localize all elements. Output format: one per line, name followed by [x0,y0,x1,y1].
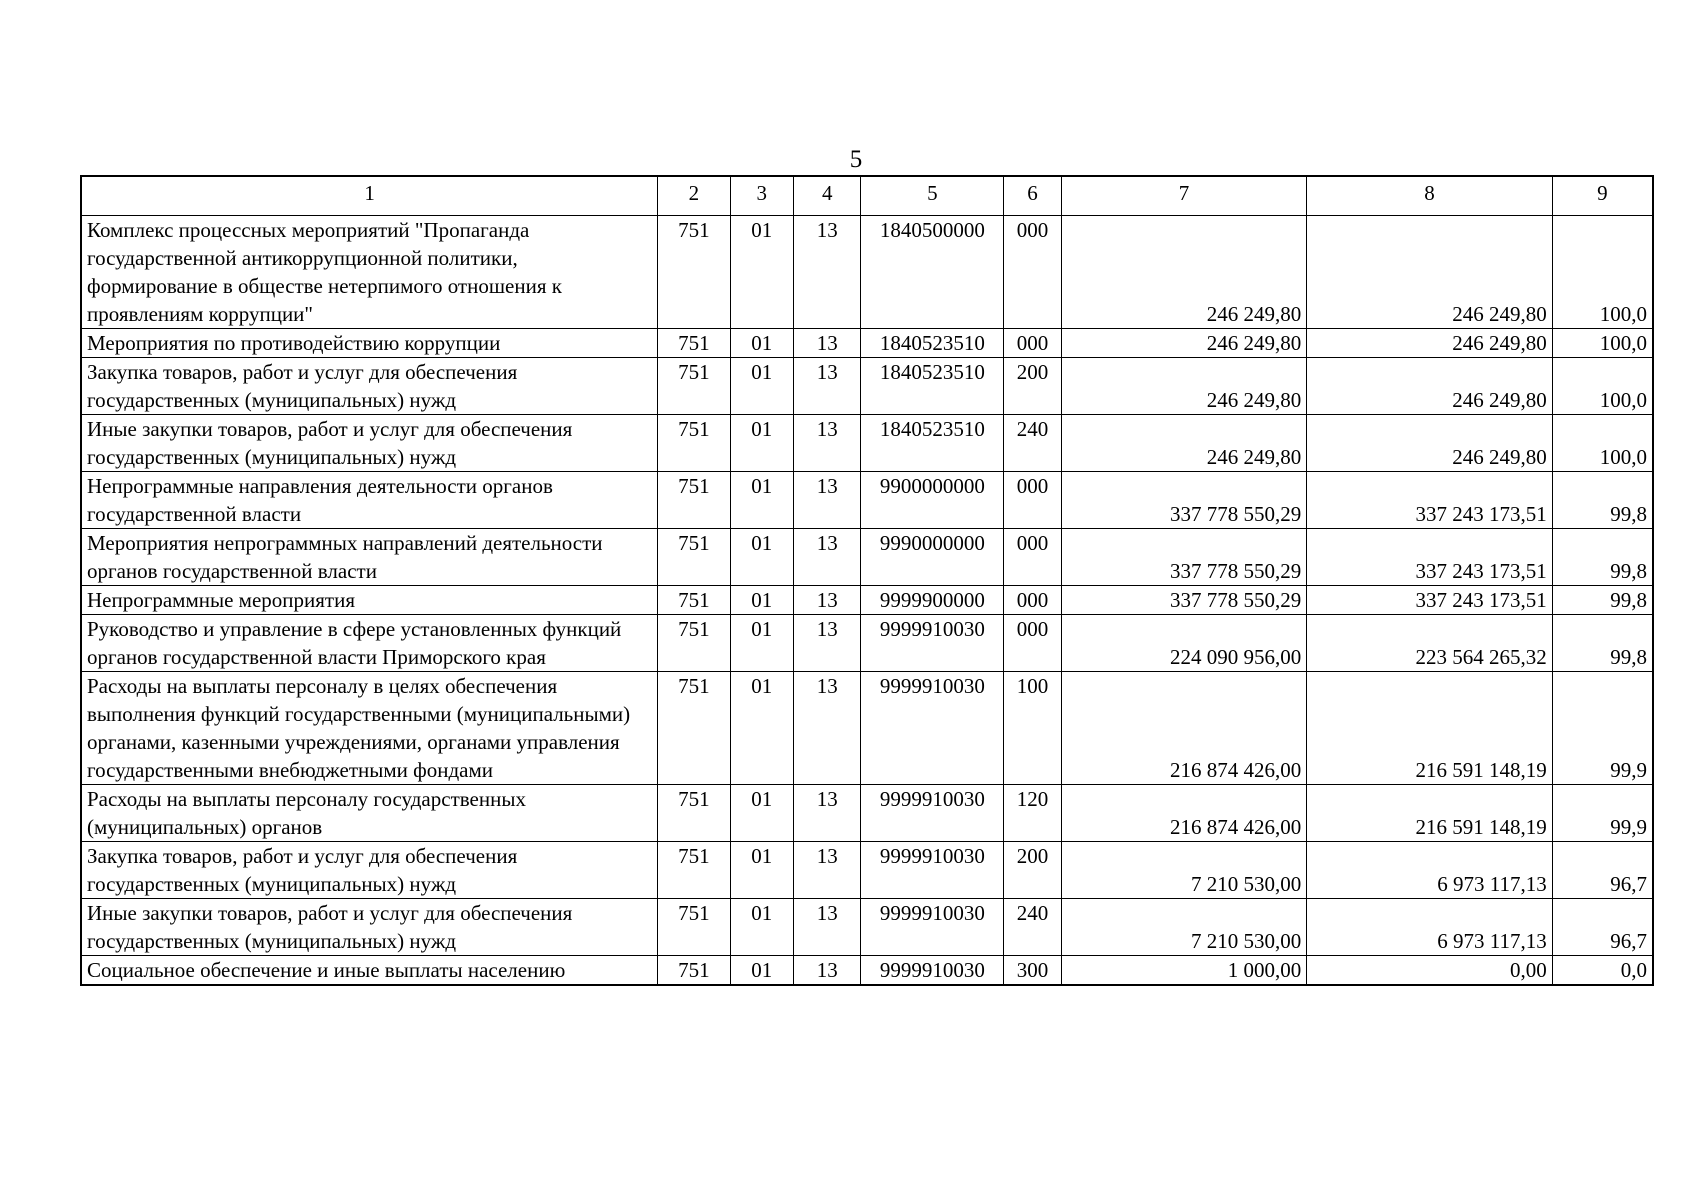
table-row [81,672,1653,785]
row-expense-type-cell: 240 [1004,899,1061,956]
row-section-cell: 01 [730,472,793,529]
header-row [81,176,1653,216]
row-code-cell: 751 [658,842,730,899]
row-section-cell: 01 [730,586,793,615]
row-planned-amount-cell: 224 090 956,00 [1061,615,1307,672]
row-code-cell: 751 [658,529,730,586]
table-row [81,785,1653,842]
row-planned-amount-cell: 246 249,80 [1061,216,1307,329]
header-col-5: 5 [861,176,1004,216]
row-subsection-cell: 13 [794,415,861,472]
row-section-cell: 01 [730,329,793,358]
budget-table [80,175,1654,986]
row-name-cell: Мероприятия непрограммных направлений деятельности органов государственной власти [81,529,658,586]
row-executed-amount-cell: 6 973 117,13 [1307,842,1553,899]
row-section-cell: 01 [730,415,793,472]
row-section-cell: 01 [730,785,793,842]
header-col-9: 9 [1552,176,1653,216]
row-subsection-cell: 13 [794,216,861,329]
row-subsection-cell: 13 [794,785,861,842]
table-body [81,216,1653,986]
row-executed-amount-cell: 246 249,80 [1307,415,1553,472]
row-name-cell: Расходы на выплаты персоналу государственных (муниципальных) органов [81,785,658,842]
row-code-cell: 751 [658,785,730,842]
table-row [81,329,1653,358]
row-expense-type-cell: 000 [1004,586,1061,615]
row-subsection-cell: 13 [794,956,861,986]
table-row [81,842,1653,899]
row-planned-amount-cell: 216 874 426,00 [1061,672,1307,785]
row-percent-cell: 99,8 [1552,529,1653,586]
row-section-cell: 01 [730,529,793,586]
table-row [81,415,1653,472]
row-code-cell: 751 [658,899,730,956]
table-row [81,529,1653,586]
row-planned-amount-cell: 337 778 550,29 [1061,529,1307,586]
row-name-cell: Комплекс процессных мероприятий "Пропаганда государственной антикоррупционной политики, формирование в обществе нетерпимого отношения к проявлениям коррупции" [81,216,658,329]
row-expense-type-cell: 100 [1004,672,1061,785]
header-col-1: 1 [81,176,658,216]
table-header [81,176,1653,216]
row-code-cell: 751 [658,329,730,358]
header-col-7: 7 [1061,176,1307,216]
header-col-8: 8 [1307,176,1553,216]
row-expense-type-cell: 000 [1004,329,1061,358]
table-row [81,586,1653,615]
row-executed-amount-cell: 246 249,80 [1307,358,1553,415]
row-name-cell: Руководство и управление в сфере установленных функций органов государственной власти Приморского края [81,615,658,672]
row-executed-amount-cell: 337 243 173,51 [1307,529,1553,586]
row-executed-amount-cell: 0,00 [1307,956,1553,986]
row-expense-type-cell: 200 [1004,842,1061,899]
row-planned-amount-cell: 246 249,80 [1061,415,1307,472]
row-section-cell: 01 [730,358,793,415]
row-percent-cell: 99,9 [1552,672,1653,785]
row-target-article-cell: 9900000000 [861,472,1004,529]
row-section-cell: 01 [730,672,793,785]
row-target-article-cell: 9990000000 [861,529,1004,586]
row-name-cell: Мероприятия по противодействию коррупции [81,329,658,358]
row-planned-amount-cell: 216 874 426,00 [1061,785,1307,842]
row-planned-amount-cell: 246 249,80 [1061,329,1307,358]
row-percent-cell: 99,9 [1552,785,1653,842]
row-section-cell: 01 [730,216,793,329]
row-name-cell: Иные закупки товаров, работ и услуг для обеспечения государственных (муниципальных) нужд [81,899,658,956]
row-expense-type-cell: 000 [1004,529,1061,586]
row-code-cell: 751 [658,415,730,472]
row-executed-amount-cell: 6 973 117,13 [1307,899,1553,956]
row-target-article-cell: 9999910030 [861,842,1004,899]
header-col-4: 4 [794,176,861,216]
row-code-cell: 751 [658,216,730,329]
row-percent-cell: 0,0 [1552,956,1653,986]
row-target-article-cell: 9999900000 [861,586,1004,615]
row-percent-cell: 99,8 [1552,586,1653,615]
row-target-article-cell: 1840523510 [861,358,1004,415]
header-col-2: 2 [658,176,730,216]
row-expense-type-cell: 000 [1004,615,1061,672]
row-executed-amount-cell: 216 591 148,19 [1307,785,1553,842]
row-target-article-cell: 1840500000 [861,216,1004,329]
row-planned-amount-cell: 7 210 530,00 [1061,899,1307,956]
row-section-cell: 01 [730,842,793,899]
header-col-3: 3 [730,176,793,216]
table-row [81,615,1653,672]
row-executed-amount-cell: 216 591 148,19 [1307,672,1553,785]
row-subsection-cell: 13 [794,329,861,358]
row-code-cell: 751 [658,358,730,415]
row-section-cell: 01 [730,899,793,956]
row-expense-type-cell: 120 [1004,785,1061,842]
row-planned-amount-cell: 246 249,80 [1061,358,1307,415]
row-expense-type-cell: 000 [1004,472,1061,529]
row-subsection-cell: 13 [794,358,861,415]
table-row [81,216,1653,329]
table-row [81,358,1653,415]
row-planned-amount-cell: 337 778 550,29 [1061,586,1307,615]
row-planned-amount-cell: 337 778 550,29 [1061,472,1307,529]
row-name-cell: Иные закупки товаров, работ и услуг для обеспечения государственных (муниципальных) нужд [81,415,658,472]
row-subsection-cell: 13 [794,615,861,672]
row-percent-cell: 99,8 [1552,615,1653,672]
row-name-cell: Социальное обеспечение и иные выплаты населению [81,956,658,986]
row-section-cell: 01 [730,615,793,672]
header-col-6: 6 [1004,176,1061,216]
row-executed-amount-cell: 246 249,80 [1307,216,1553,329]
row-percent-cell: 100,0 [1552,329,1653,358]
row-expense-type-cell: 300 [1004,956,1061,986]
row-subsection-cell: 13 [794,472,861,529]
row-percent-cell: 100,0 [1552,216,1653,329]
row-percent-cell: 100,0 [1552,415,1653,472]
row-code-cell: 751 [658,472,730,529]
row-code-cell: 751 [658,586,730,615]
row-target-article-cell: 9999910030 [861,672,1004,785]
row-subsection-cell: 13 [794,586,861,615]
row-target-article-cell: 1840523510 [861,415,1004,472]
table-row [81,899,1653,956]
table-row [81,956,1653,986]
row-planned-amount-cell: 7 210 530,00 [1061,842,1307,899]
row-name-cell: Закупка товаров, работ и услуг для обеспечения государственных (муниципальных) нужд [81,842,658,899]
row-section-cell: 01 [730,956,793,986]
row-subsection-cell: 13 [794,672,861,785]
row-target-article-cell: 9999910030 [861,899,1004,956]
row-subsection-cell: 13 [794,899,861,956]
row-subsection-cell: 13 [794,529,861,586]
row-planned-amount-cell: 1 000,00 [1061,956,1307,986]
row-expense-type-cell: 240 [1004,415,1061,472]
page-number: 5 [849,146,863,173]
row-executed-amount-cell: 246 249,80 [1307,329,1553,358]
row-executed-amount-cell: 337 243 173,51 [1307,472,1553,529]
row-code-cell: 751 [658,672,730,785]
row-code-cell: 751 [658,615,730,672]
row-target-article-cell: 9999910030 [861,956,1004,986]
row-code-cell: 751 [658,956,730,986]
row-target-article-cell: 9999910030 [861,785,1004,842]
row-executed-amount-cell: 337 243 173,51 [1307,586,1553,615]
row-name-cell: Непрограммные мероприятия [81,586,658,615]
row-executed-amount-cell: 223 564 265,32 [1307,615,1553,672]
row-name-cell: Расходы на выплаты персоналу в целях обеспечения выполнения функций государственными (муниципальными) органами, казенными учреждениями, органами управления государственными внебюджетными фондами [81,672,658,785]
table-row [81,472,1653,529]
row-name-cell: Непрограммные направления деятельности органов государственной власти [81,472,658,529]
row-percent-cell: 96,7 [1552,899,1653,956]
row-name-cell: Закупка товаров, работ и услуг для обеспечения государственных (муниципальных) нужд [81,358,658,415]
row-percent-cell: 100,0 [1552,358,1653,415]
row-percent-cell: 96,7 [1552,842,1653,899]
row-target-article-cell: 9999910030 [861,615,1004,672]
row-expense-type-cell: 200 [1004,358,1061,415]
row-expense-type-cell: 000 [1004,216,1061,329]
row-percent-cell: 99,8 [1552,472,1653,529]
row-target-article-cell: 1840523510 [861,329,1004,358]
row-subsection-cell: 13 [794,842,861,899]
